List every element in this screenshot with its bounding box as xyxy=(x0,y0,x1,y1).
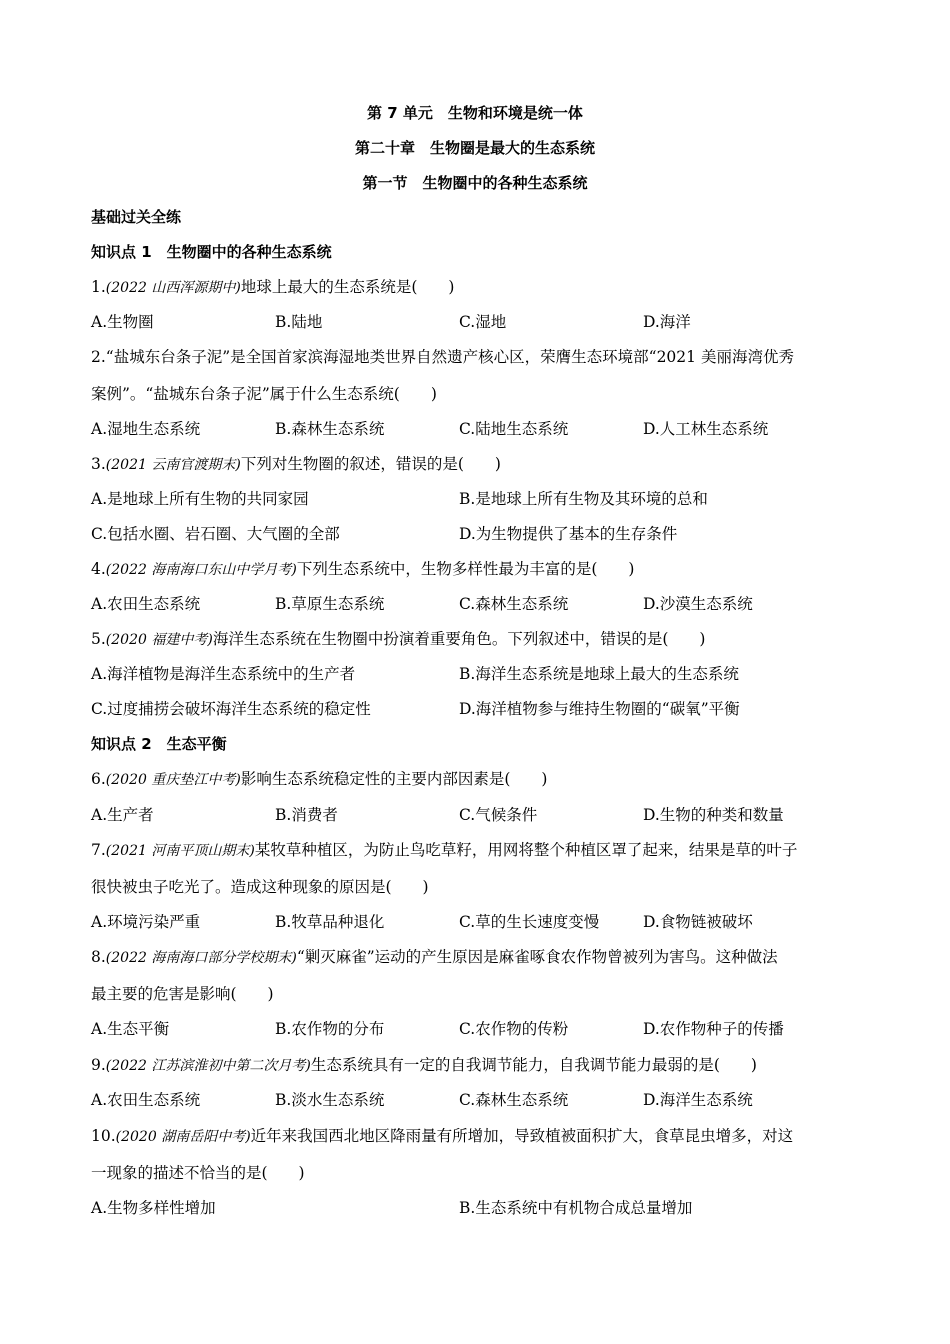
question-10: 10.(2020 湖南岳阳中考)近年来我国西北地区降雨量有所增加，导致植被面积扩大，食草昆虫增多，对这 xyxy=(91,1127,794,1145)
question-4: 4.(2022 海南海口东山中学月考)下列生态系统中，生物多样性最为丰富的是( ) xyxy=(91,560,635,578)
question-1: 1.(2022 山西浑源期中)地球上最大的生态系统是( ) xyxy=(91,278,455,296)
option-a: A.生态平衡 xyxy=(91,1020,170,1038)
option-d: D.食物链被破坏 xyxy=(643,913,753,931)
question-9: 9.(2022 江苏滨淮初中第二次月考)生态系统具有一定的自我调节能力，自我调节能力最弱的是( ) xyxy=(91,1056,757,1074)
knowledge-point-2: 知识点 2 生态平衡 xyxy=(91,735,227,753)
option-c: C.过度捕捞会破坏海洋生态系统的稳定性 xyxy=(91,700,371,718)
option-d: D.海洋 xyxy=(643,313,691,331)
option-a: A.湿地生态系统 xyxy=(91,420,201,438)
option-c: C.森林生态系统 xyxy=(459,595,569,613)
option-b: B.海洋生态系统是地球上最大的生态系统 xyxy=(459,665,739,683)
question-5: 5.(2020 福建中考)海洋生态系统在生物圈中扮演着重要角色。下列叙述中，错误的是( ) xyxy=(91,630,706,648)
option-d: D.为生物提供了基本的生存条件 xyxy=(459,525,678,543)
option-d: D.海洋生态系统 xyxy=(643,1091,753,1109)
option-a: A.农田生态系统 xyxy=(91,1091,201,1109)
section-title: 第一节 生物圈中的各种生态系统 xyxy=(362,174,588,192)
option-c: C.湿地 xyxy=(459,313,507,331)
unit-title: 第 7 单元 生物和环境是统一体 xyxy=(367,104,583,122)
question-7: 7.(2021 河南平顶山期末)某牧草种植区，为防止鸟吃草籽，用网将整个种植区罩了起来，结果是草的叶子 xyxy=(91,841,798,859)
option-b: B.草原生态系统 xyxy=(275,595,385,613)
knowledge-point-1: 知识点 1 生物圈中的各种生态系统 xyxy=(91,243,332,261)
option-a: A.生物圈 xyxy=(91,313,154,331)
option-d: D.沙漠生态系统 xyxy=(643,595,753,613)
question-2: 2.“盐城东台条子泥”是全国首家滨海湿地类世界自然遗产核心区，荣膺生态环境部“2021 美丽海湾优秀 xyxy=(91,348,794,366)
chapter-title: 第二十章 生物圈是最大的生态系统 xyxy=(354,139,595,157)
option-c: C.气候条件 xyxy=(459,806,538,824)
option-c: C.包括水圈、岩石圈、大气圈的全部 xyxy=(91,525,340,543)
option-a: A.生物多样性增加 xyxy=(91,1199,216,1217)
option-b: B.森林生态系统 xyxy=(275,420,385,438)
option-b: B.淡水生态系统 xyxy=(275,1091,385,1109)
option-c: C.森林生态系统 xyxy=(459,1091,569,1109)
option-a: A.是地球上所有生物的共同家园 xyxy=(91,490,309,508)
option-d: D.农作物种子的传播 xyxy=(643,1020,784,1038)
question-7-cont: 很快被虫子吃光了。造成这种现象的原因是( ) xyxy=(91,878,429,896)
option-b: B.生态系统中有机物合成总量增加 xyxy=(459,1199,693,1217)
question-2-cont: 案例”。“盐城东台条子泥”属于什么生态系统( ) xyxy=(91,385,437,403)
option-c: C.陆地生态系统 xyxy=(459,420,569,438)
question-10-cont: 一现象的描述不恰当的是( ) xyxy=(91,1164,305,1182)
practice-heading: 基础过关全练 xyxy=(91,208,182,226)
option-b: B.是地球上所有生物及其环境的总和 xyxy=(459,490,708,508)
option-b: B.农作物的分布 xyxy=(275,1020,385,1038)
option-b: B.陆地 xyxy=(275,313,323,331)
option-d: D.生物的种类和数量 xyxy=(643,806,784,824)
question-6: 6.(2020 重庆垫江中考)影响生态系统稳定性的主要内部因素是( ) xyxy=(91,770,548,788)
option-d: D.人工林生态系统 xyxy=(643,420,769,438)
option-b: B.牧草品种退化 xyxy=(275,913,385,931)
option-a: A.环境污染严重 xyxy=(91,913,201,931)
option-a: A.海洋植物是海洋生态系统中的生产者 xyxy=(91,665,356,683)
question-8: 8.(2022 海南海口部分学校期末)“剿灭麻雀”运动的产生原因是麻雀啄食农作物曾被列为害鸟。这种做法 xyxy=(91,948,778,966)
option-d: D.海洋植物参与维持生物圈的“碳氧”平衡 xyxy=(459,700,740,718)
option-a: A.生产者 xyxy=(91,806,154,824)
option-c: C.农作物的传粉 xyxy=(459,1020,569,1038)
option-a: A.农田生态系统 xyxy=(91,595,201,613)
question-3: 3.(2021 云南官渡期末)下列对生物圈的叙述，错误的是( ) xyxy=(91,455,501,473)
question-8-cont: 最主要的危害是影响( ) xyxy=(91,985,274,1003)
option-b: B.消费者 xyxy=(275,806,338,824)
option-c: C.草的生长速度变慢 xyxy=(459,913,600,931)
